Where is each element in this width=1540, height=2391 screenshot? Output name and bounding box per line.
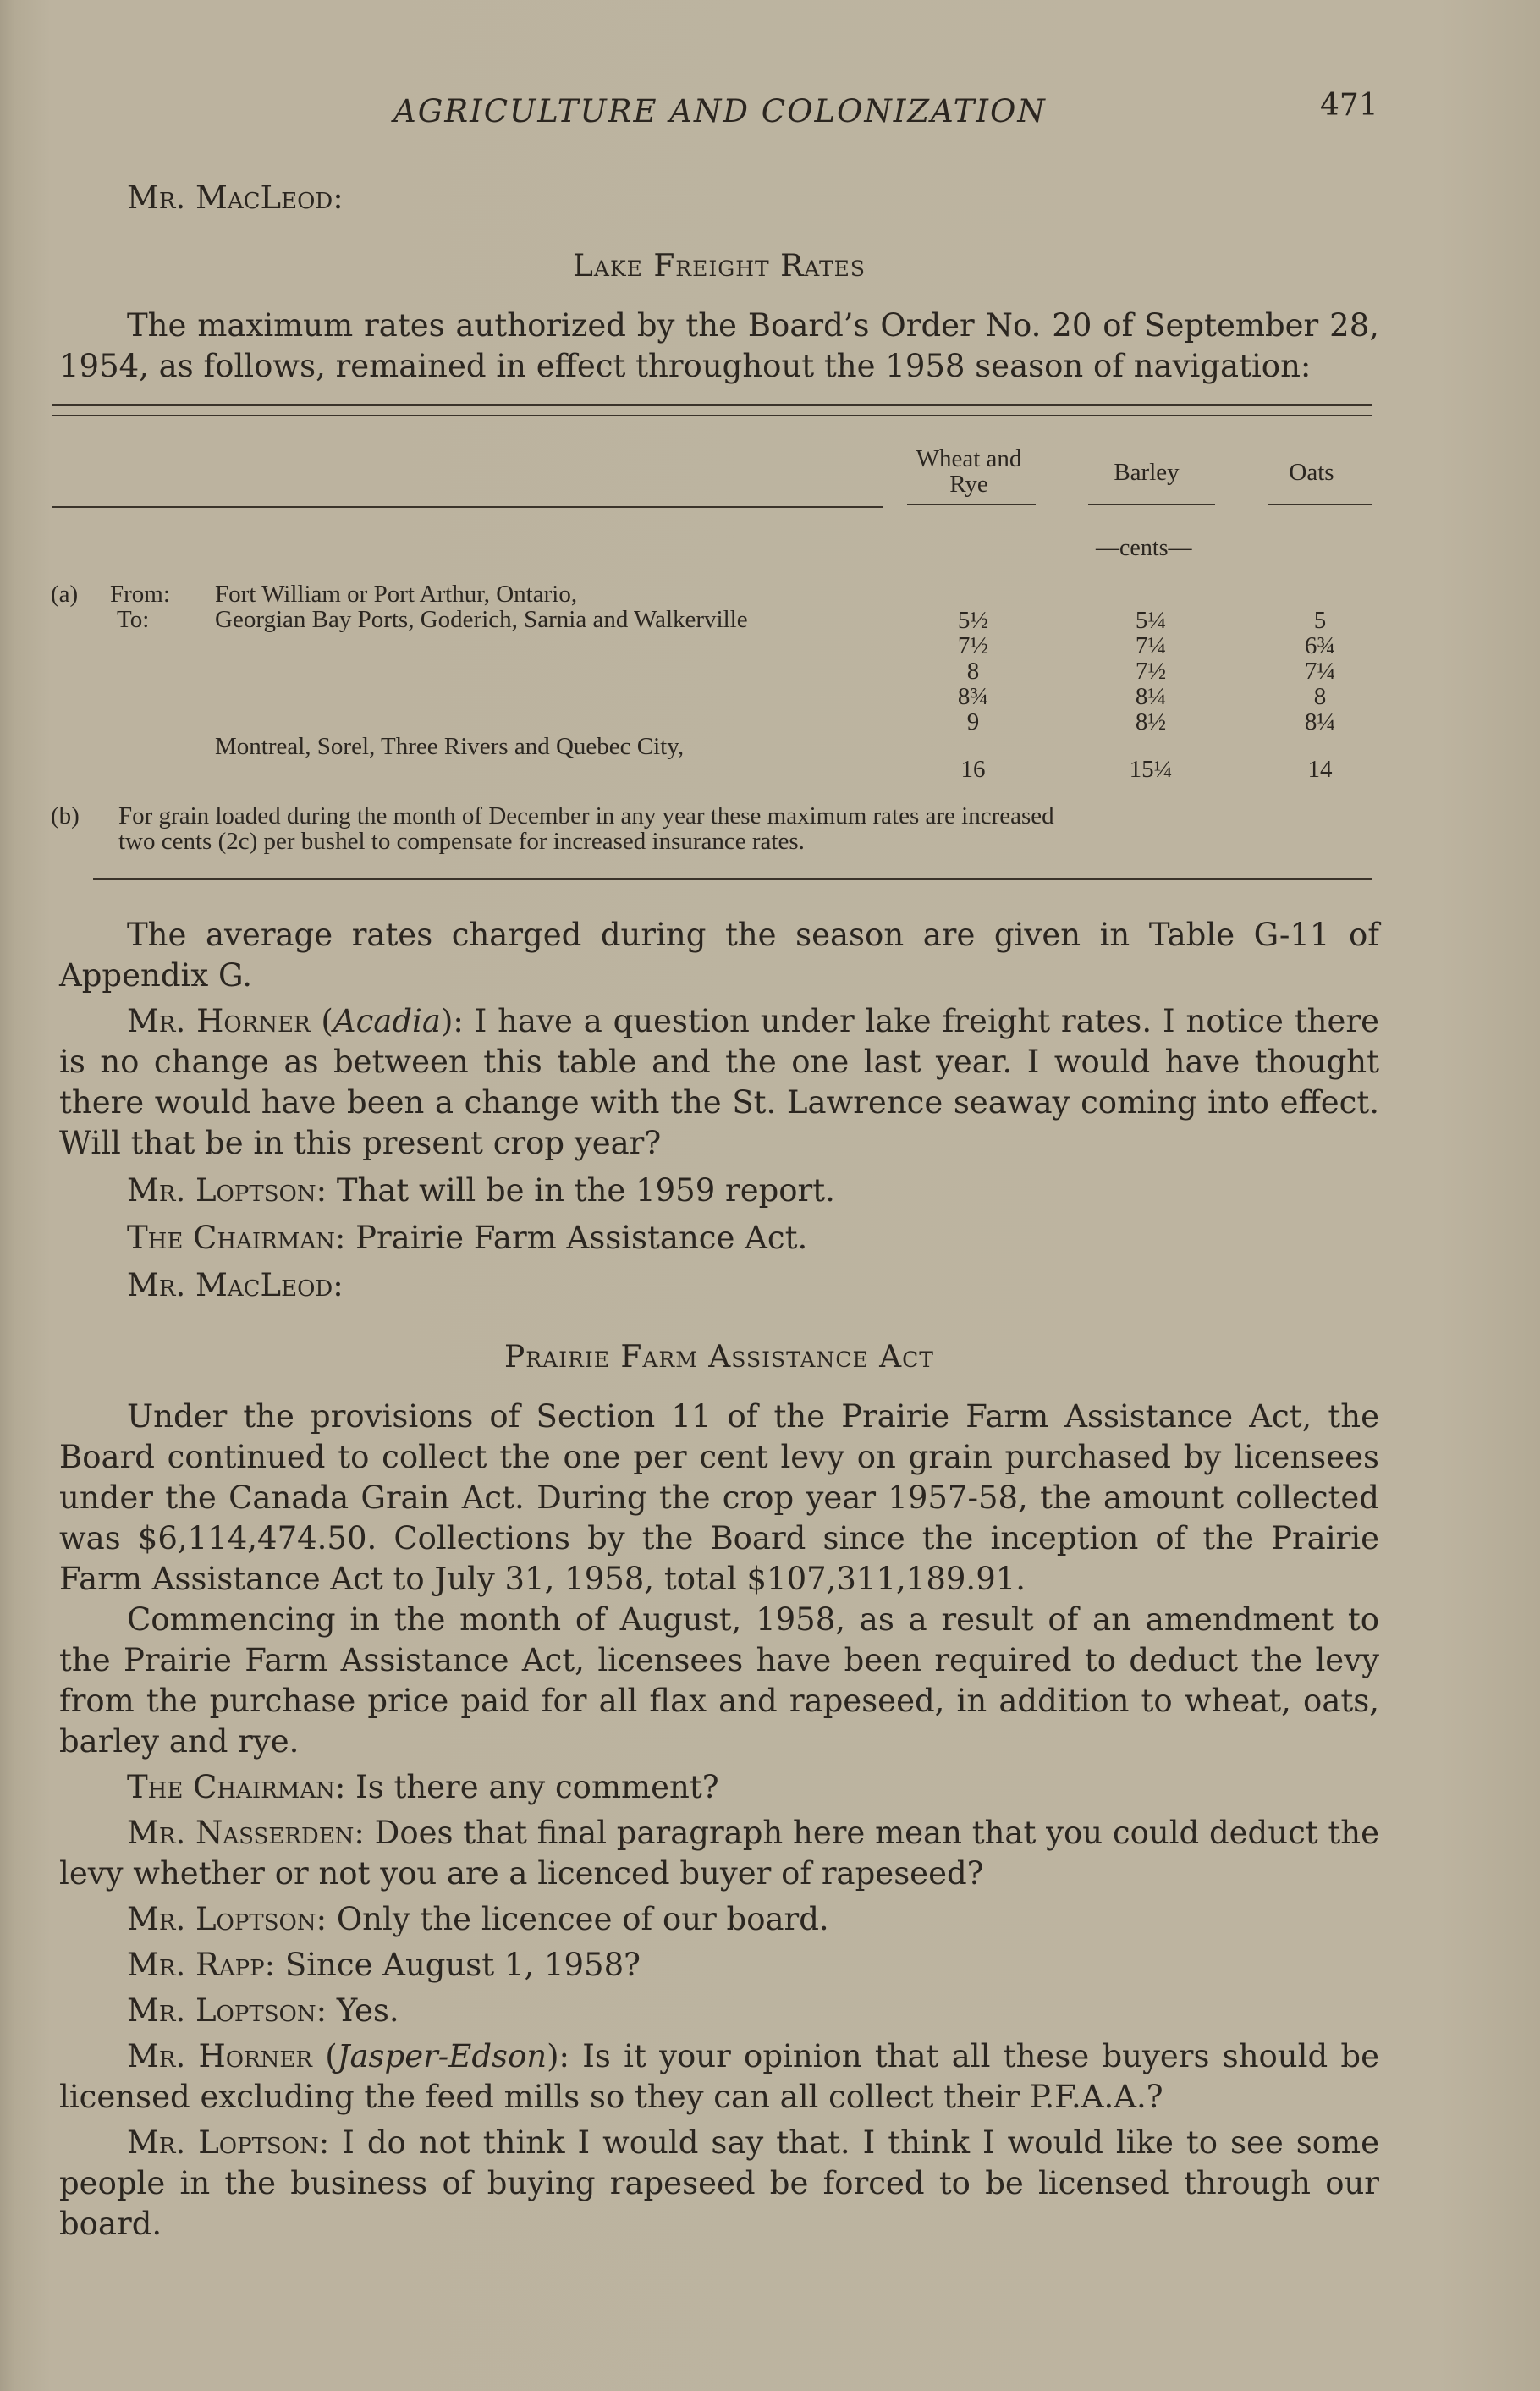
statement-text: Since August 1, 1958? [284,1947,641,1983]
pfaa-paragraph-1: Under the provisions of Section 11 of the Prairie Farm Assistance Act, the Board continued to collect the one per cent levy on grain purchased by licensees under the Canada Grain Act. During the crop year 1957-58, the amount collected was $6,114,474.50. Collections by the Board since the inception of the Prairie Farm Assistance Act to July 31, 1958, total $107,311,189.91. [59,1398,1379,1597]
section-heading-pfaa: Prairie Farm Assistance Act [504,1340,934,1375]
unit-label: —cents— [1096,535,1192,561]
value-barley: 7½ [1135,658,1167,685]
running-title: AGRICULTURE AND COLONIZATION [393,93,1047,129]
origin-text: Fort William or Port Arthur, Ontario, [215,581,578,608]
statement-horner-acadia: Mr. Horner (Acadia): I have a question under lake freight rates. I notice there is no change as between this table and the one last year. I would have thought there would have been a change with the St. Lawrence seaway coming into effect. Will that be in this present crop year? [59,1003,1379,1161]
column-header-wheat-rye: Wheat and Rye [916,445,1022,498]
speaker-name: Mr. Horner [127,1003,311,1039]
to-label: To: [117,606,150,633]
statement-text: Yes. [336,1992,399,2029]
riding: Acadia [333,1003,441,1039]
value-barley: 8½ [1135,708,1167,735]
statement-nasserden [59,1813,1379,1894]
speaker-name: Mr. Loptson: [127,1901,327,1937]
page-body [51,178,1380,2245]
statement-rapp [59,1945,1379,1986]
value-wheat: 8 [966,658,980,685]
speaker-name: Mr. Loptson: [127,1992,327,2029]
value-oats: 6¾ [1304,632,1336,659]
freight-rates-table [51,404,1379,878]
statement-loptson [59,2123,1379,2245]
destination: Montreal, Sorel, Three Rivers and Quebec City, [215,733,685,760]
statement-text: Is it your opinion that all these buyers should be licensed excluding the feed mills so they can all collect their P.F.A.A.? [59,2038,1379,2115]
riding: Jasper-Edson [337,2038,547,2074]
page-header [0,88,1540,139]
section-heading-lake-freight: Lake Freight Rates [573,249,866,284]
table-bottom-rule [93,878,1372,880]
statement-chairman [59,1218,1379,1259]
statement-loptson [59,1899,1379,1940]
speaker-name: Mr. Horner [127,2038,312,2074]
page-number: 471 [1320,88,1378,123]
statement-text: Prairie Farm Assistance Act. [355,1220,808,1256]
speaker-macleod: Mr. MacLeod: [127,179,344,216]
value-wheat: 8¾ [957,683,989,710]
average-rates-paragraph: The average rates charged during the season are given in Table G-11 of Appendix G. [59,917,1379,994]
value-wheat: 5½ [957,607,989,634]
value-oats: 5 [1313,607,1327,634]
column-header-oats: Oats [1289,459,1334,486]
statement-text: I do not think I would say that. I think I would like to see some people in the business of buying rapeseed be forced to be licensed through our board. [59,2124,1379,2242]
value-oats: 8 [1313,683,1327,710]
column-rule [907,504,1036,505]
column-rule [1088,504,1215,505]
pfaa-paragraph-2: Commencing in the month of August, 1958, as a result of an amendment to the Prairie Farm Assistance Act, licensees have been required to deduct the levy from the purchase price paid for all flax and rapeseed, in addition to wheat, oats, barley and rye. [59,1601,1379,1760]
statement-text: That will be in the 1959 report. [336,1172,835,1209]
speaker-name: Mr. Rapp: [127,1947,276,1983]
stub-rule [52,506,883,508]
statement-loptson [59,1991,1379,2031]
speaker-name: The Chairman: [127,1769,346,1805]
destination: Georgian Bay Ports, Goderich, Sarnia and Walkerville [215,606,748,633]
value-oats: 14 [1307,756,1333,783]
value-wheat: 16 [960,756,986,783]
value-barley: 15¼ [1129,756,1173,783]
value-barley: 7¼ [1135,632,1167,659]
note-line-1: For grain loaded during the month of December in any year these maximum rates are increased [118,802,1054,829]
speaker-name: Mr. MacLeod: [127,1267,344,1303]
value-barley: 5¼ [1135,607,1167,634]
statement-text: I have a question under lake freight rates. I notice there is no change as between this table and the one last year. I would have thought there would have been a change with the St. Lawrence seaway coming into effect. Will that be in this present crop year? [59,1003,1379,1161]
speaker-name: The Chairman: [127,1220,346,1256]
value-wheat: 7½ [957,632,989,659]
statement-text: Only the licencee of our board. [336,1901,829,1937]
value-oats: 8¼ [1304,708,1336,735]
note-line-2: two cents (2c) per bushel to compensate for increased insurance rates. [118,828,805,855]
table-top-rule [52,404,1372,416]
statement-horner-jasper-edson: Mr. Horner (Jasper-Edson): Is it your opinion that all these buyers should be licensed excluding the feed mills so they can all collect their P.F.A.A.? [59,2038,1379,2115]
statement-loptson [59,1171,1379,1211]
column-header-barley: Barley [1114,459,1180,486]
speaker-name: Mr. Loptson: [127,2124,330,2161]
lake-paragraph: The maximum rates authorized by the Board’s Order No. 20 of September 28, 1954, as follows, remained in effect throughout the 1958 season of navigation: [59,307,1379,384]
speaker-name: Mr. Nasserden: [127,1815,365,1851]
value-oats: 7¼ [1304,658,1336,685]
statement-macleod [59,1265,1379,1306]
statement-chairman [59,1767,1379,1808]
item-label-a: (a) [51,581,79,608]
value-wheat: 9 [966,708,980,735]
from-label: From: [110,581,170,608]
value-barley: 8¼ [1135,683,1167,710]
note-label-b: (b) [51,802,80,829]
speaker-name: Mr. Loptson: [127,1172,327,1209]
statement-text: Is there any comment? [355,1769,719,1805]
column-rule [1268,504,1372,505]
statement-text: Does that final paragraph here mean that you could deduct the levy whether or not you are a licenced buyer of rapeseed? [59,1815,1380,1892]
